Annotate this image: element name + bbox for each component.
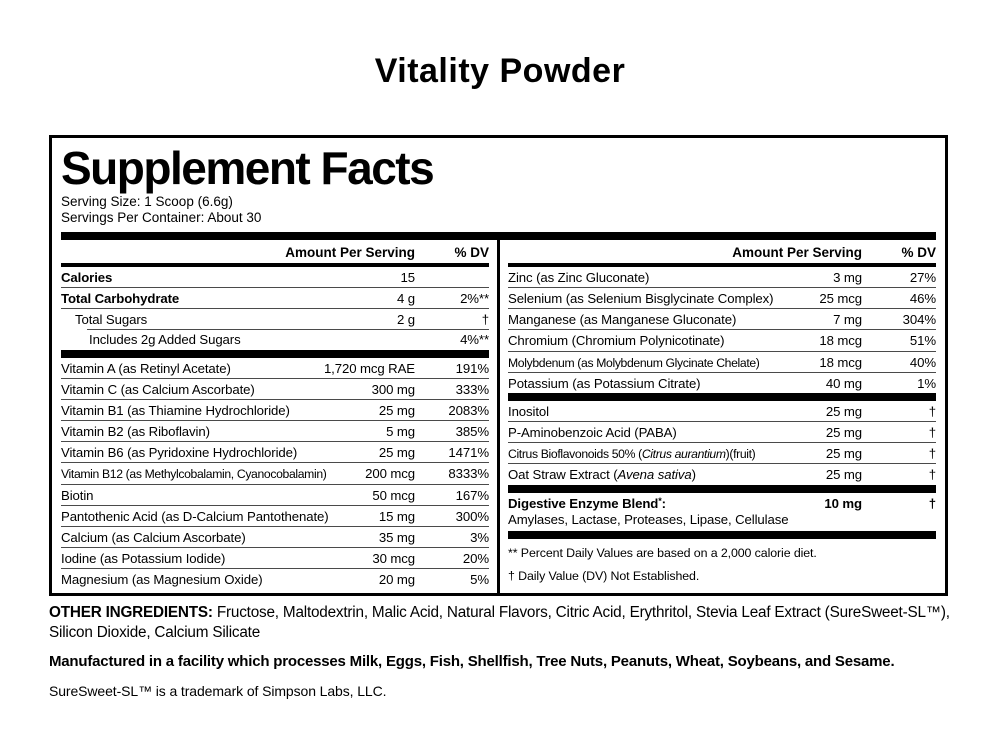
percent-dv-header: % DV <box>454 244 489 260</box>
name-segment: )(fruit) <box>725 447 756 462</box>
nutrient-name <box>61 467 359 481</box>
nutrient-name <box>61 403 373 418</box>
table-row <box>61 441 489 462</box>
table-row <box>61 568 489 589</box>
nutrient-name <box>508 404 820 419</box>
nutrient-name <box>61 361 318 376</box>
nutrient-amount: 15 mg <box>378 508 415 524</box>
footnote: ** Percent Daily Values are based on a 2,000 calorie diet. <box>508 545 817 560</box>
table-row <box>61 484 489 505</box>
nutrient-dv: 2083% <box>448 402 489 418</box>
nutrient-dv: 5% <box>470 572 489 588</box>
nutrient-dv: 46% <box>909 291 936 307</box>
nutrient-amount: 7 mg <box>833 312 862 328</box>
name-segment: Total Carbohydrate <box>61 291 180 307</box>
label-footer <box>49 603 950 699</box>
column-header-left <box>61 240 489 267</box>
name-segment: * <box>658 495 662 506</box>
nutrient-dv: † <box>928 495 936 511</box>
nutrient-amount: 25 mg <box>378 445 415 461</box>
nutrient-name <box>508 467 820 482</box>
name-segment: P-Aminobenzoic Acid (PABA) <box>508 425 677 441</box>
table-row <box>61 378 489 399</box>
nutrient-name <box>61 382 366 397</box>
nutrient-columns <box>61 240 936 593</box>
nutrient-name <box>61 488 366 503</box>
section-divider-bar <box>508 531 936 539</box>
nutrient-dv: 167% <box>455 487 489 503</box>
nutrient-name <box>61 445 373 460</box>
name-segment: Iodine (as Potassium Iodide) <box>61 551 226 567</box>
allergen-statement: Manufactured in a facility which processes Milk, Eggs, Fish, Shellfish, Tree Nuts, Peanuts, Wheat, Soybeans, and Sesame. <box>49 653 895 671</box>
nutrient-dv: 1471% <box>448 445 489 461</box>
blend-ingredients: Amylases, Lactase, Proteases, Lipase, Cellulase <box>508 511 789 527</box>
table-row <box>61 287 489 308</box>
nutrient-name <box>61 509 373 524</box>
nutrient-amount: 18 mcg <box>819 333 862 349</box>
table-row <box>508 329 936 350</box>
name-segment: Magnesium (as Magnesium Oxide) <box>61 572 263 588</box>
nutrient-dv: 3% <box>470 530 489 545</box>
nutrient-name <box>508 447 820 461</box>
nutrient-dv: 8333% <box>448 466 489 482</box>
nutrient-name <box>61 424 380 439</box>
nutrient-name <box>61 551 366 566</box>
nutrient-amount: 5 mg <box>386 424 415 440</box>
table-row <box>508 442 936 463</box>
nutrient-amount: 50 mcg <box>372 487 415 503</box>
name-segment: Biotin <box>61 487 94 503</box>
nutrient-amount: 30 mcg <box>372 551 415 567</box>
name-segment: Molybdenum (as Molybdenum Glycinate Chelate) <box>508 355 760 370</box>
nutrient-dv: 2%** <box>460 291 489 307</box>
nutrient-column-left <box>61 240 500 593</box>
nutrient-name <box>508 356 813 370</box>
name-segment: Avena sativa <box>617 467 692 483</box>
supplement-facts-panel <box>49 135 948 596</box>
nutrient-name <box>61 312 391 327</box>
table-row <box>508 351 936 372</box>
nutrient-name <box>508 496 818 511</box>
nutrient-name <box>508 376 820 391</box>
name-segment: Pantothenic Acid (as D-Calcium Pantothenate) <box>61 508 329 524</box>
name-segment: Vitamin A (as Retinyl Acetate) <box>61 360 231 376</box>
name-segment: ) <box>691 467 696 483</box>
other-ingredients-label: OTHER INGREDIENTS: <box>49 604 213 621</box>
nutrient-amount: 25 mcg <box>819 291 862 307</box>
nutrient-dv: † <box>481 312 489 328</box>
nutrient-name <box>508 270 827 285</box>
nutrient-dv: 191% <box>455 360 489 376</box>
table-row <box>61 308 489 329</box>
table-row <box>508 463 936 484</box>
section-divider-bar <box>508 393 936 401</box>
header-divider-bar <box>61 232 936 240</box>
nutrient-name <box>61 270 395 285</box>
name-segment: Oat Straw Extract ( <box>508 467 618 483</box>
table-row <box>61 526 489 547</box>
name-segment: Vitamin B12 (as Methylcobalamin, Cyanocobalamin) <box>61 467 327 482</box>
table-row <box>61 505 489 526</box>
table-row <box>61 462 489 483</box>
section-divider-bar <box>508 485 936 493</box>
nutrient-dv: 1% <box>917 375 936 391</box>
nutrient-amount: 2 g <box>396 312 415 328</box>
nutrient-amount: 40 mg <box>825 375 862 391</box>
table-row <box>61 399 489 420</box>
name-segment: Citrus Bioflavonoids 50% ( <box>508 447 642 462</box>
table-row <box>508 372 936 393</box>
table-row <box>61 358 489 378</box>
nutrient-name <box>61 332 409 347</box>
nutrient-amount: 4 g <box>396 291 415 307</box>
nutrient-amount: 200 mcg <box>365 466 415 482</box>
nutrient-amount: 25 mg <box>825 446 862 462</box>
nutrient-name <box>61 572 373 587</box>
name-segment: Zinc (as Zinc Gluconate) <box>508 269 650 285</box>
panel-heading: Supplement Facts <box>61 142 434 194</box>
nutrient-column-right <box>500 240 936 593</box>
nutrient-name <box>508 425 820 440</box>
table-row <box>508 308 936 329</box>
amount-per-serving-header: Amount Per Serving <box>732 244 862 260</box>
name-segment: : <box>661 495 666 511</box>
name-segment: Vitamin B1 (as Thiamine Hydrochloride) <box>61 402 290 418</box>
table-row <box>508 421 936 442</box>
nutrient-amount: 1,720 mcg RAE <box>323 360 415 376</box>
table-row <box>508 287 936 308</box>
nutrient-amount: 25 mg <box>378 402 415 418</box>
name-segment: Calories <box>61 269 113 285</box>
nutrient-amount: 25 mg <box>825 403 862 419</box>
product-title: Vitality Powder <box>374 52 626 90</box>
nutrient-dv: † <box>928 425 936 441</box>
nutrient-name <box>508 291 813 306</box>
nutrient-dv: † <box>928 467 936 483</box>
table-row <box>508 401 936 421</box>
servings-per-container-text: Servings Per Container: About 30 <box>61 210 262 226</box>
table-row <box>61 329 489 349</box>
nutrient-dv: † <box>928 403 936 419</box>
table-row <box>61 267 489 287</box>
nutrient-dv: 304% <box>902 312 936 328</box>
table-row <box>508 493 936 513</box>
name-segment: Digestive Enzyme Blend <box>508 495 659 511</box>
nutrient-amount: 35 mg <box>378 530 415 545</box>
name-segment: Total Sugars <box>75 312 148 328</box>
nutrient-amount: 25 mg <box>825 467 862 483</box>
name-segment: Manganese (as Manganese Gluconate) <box>508 312 737 328</box>
name-segment: Citrus aurantium <box>641 447 726 462</box>
name-segment: Inositol <box>508 403 549 419</box>
nutrient-name <box>508 333 813 348</box>
nutrient-dv: 27% <box>909 269 936 285</box>
other-ingredients <box>49 603 950 642</box>
nutrient-dv: 333% <box>455 381 489 397</box>
footnote: † Daily Value (DV) Not Established. <box>508 569 700 584</box>
nutrient-amount: 10 mg <box>824 495 862 511</box>
section-divider-bar <box>61 350 489 358</box>
name-segment: Vitamin B6 (as Pyridoxine Hydrochloride) <box>61 445 298 461</box>
nutrient-dv: 385% <box>455 424 489 440</box>
nutrient-name <box>61 291 391 306</box>
serving-size-text: Serving Size: 1 Scoop (6.6g) <box>61 194 233 209</box>
other-ingredients-text: Fructose, Maltodextrin, Malic Acid, Natural Flavors, Citric Acid, Erythritol, Stevia Leaf Extract (SureSweet-SL™), Silicon Dioxide, Calcium Silicate <box>49 604 950 641</box>
trademark-note: SureSweet-SL™ is a trademark of Simpson Labs, LLC. <box>49 683 387 700</box>
percent-dv-header: % DV <box>901 244 936 260</box>
table-row <box>508 267 936 287</box>
name-segment: Calcium (as Calcium Ascorbate) <box>61 530 246 545</box>
nutrient-dv: 20% <box>462 551 489 567</box>
nutrient-dv: 51% <box>909 333 936 349</box>
name-segment: Vitamin C (as Calcium Ascorbate) <box>61 381 255 397</box>
nutrient-dv: † <box>928 446 936 462</box>
nutrient-dv: 40% <box>909 354 936 370</box>
column-header-right <box>508 240 936 267</box>
amount-per-serving-header: Amount Per Serving <box>285 244 415 260</box>
nutrient-amount: 20 mg <box>378 572 415 588</box>
nutrient-amount: 15 <box>400 269 415 285</box>
name-segment: Vitamin B2 (as Riboflavin) <box>61 424 210 440</box>
nutrient-amount: 300 mg <box>371 381 415 397</box>
nutrient-amount: 18 mcg <box>819 354 862 370</box>
name-segment: Potassium (as Potassium Citrate) <box>508 375 701 391</box>
nutrient-name <box>61 530 373 545</box>
nutrient-amount: 3 mg <box>833 269 862 285</box>
nutrient-dv: 4%** <box>460 332 489 348</box>
name-segment: Selenium (as Selenium Bisglycinate Complex) <box>508 291 774 307</box>
nutrient-name <box>508 312 827 327</box>
name-segment: Includes 2g Added Sugars <box>89 332 241 348</box>
table-row <box>61 420 489 441</box>
nutrient-amount: 25 mg <box>825 425 862 441</box>
nutrient-dv: 300% <box>455 508 489 524</box>
table-row <box>61 547 489 568</box>
name-segment: Chromium (Chromium Polynicotinate) <box>508 333 725 349</box>
